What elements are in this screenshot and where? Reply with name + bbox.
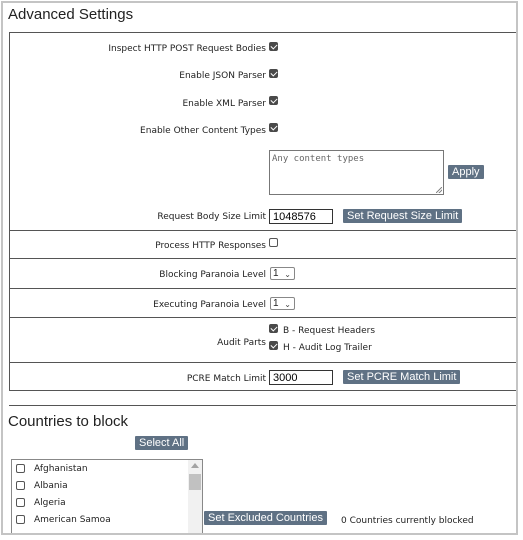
settings-panel (1, 1, 518, 535)
set-request-size-button[interactable]: Set Request Size Limit (343, 209, 462, 223)
xml-parser-label: Enable XML Parser (182, 99, 266, 109)
xml-parser-checkbox[interactable] (269, 96, 278, 105)
audit-option-checkbox[interactable] (269, 324, 278, 333)
json-parser-label: Enable JSON Parser (179, 71, 266, 81)
audit-option-label: H - Audit Log Trailer (283, 343, 372, 353)
pcre-row (10, 363, 518, 391)
set-pcre-limit-button[interactable]: Set PCRE Match Limit (343, 370, 460, 384)
country-label: Albania (34, 481, 68, 491)
country-label: American Samoa (34, 515, 111, 525)
executing-paranoia-value: 1 (273, 298, 279, 309)
pcre-input[interactable]: 3000 (269, 370, 333, 385)
country-checkbox[interactable] (16, 515, 25, 524)
process-responses-label: Process HTTP Responses (155, 241, 266, 251)
blocking-paranoia-value: 1 (273, 268, 279, 279)
inspect-post-checkbox[interactable] (269, 42, 278, 51)
blocking-paranoia-row (10, 259, 518, 289)
scroll-up-arrow-icon[interactable] (191, 463, 199, 468)
blocking-paranoia-select[interactable] (270, 267, 295, 280)
audit-parts-row (10, 318, 518, 363)
audit-option-checkbox[interactable] (269, 341, 278, 350)
select-all-button[interactable]: Select All (135, 436, 188, 450)
country-list[interactable] (11, 459, 203, 535)
scrollbar[interactable] (188, 460, 202, 535)
advanced-settings-title: Advanced Settings (8, 6, 134, 23)
json-parser-checkbox[interactable] (269, 69, 278, 78)
inspect-post-label: Inspect HTTP POST Request Bodies (108, 44, 266, 54)
chevron-down-icon: ⌄ (284, 270, 291, 279)
chevron-down-icon: ⌄ (284, 300, 291, 309)
resize-grip-icon[interactable] (436, 187, 442, 193)
content-types-placeholder: Any content types (272, 154, 365, 164)
countries-title: Countries to block (8, 413, 129, 430)
audit-option-label: B - Request Headers (283, 326, 376, 336)
set-excluded-countries-button[interactable]: Set Excluded Countries (204, 511, 327, 525)
process-responses-row (10, 230, 518, 259)
country-label: Algeria (34, 498, 66, 508)
country-checkbox[interactable] (16, 464, 25, 473)
blocking-paranoia-label: Blocking Paranoia Level (159, 270, 266, 280)
other-content-label: Enable Other Content Types (140, 126, 266, 136)
executing-paranoia-select[interactable] (270, 297, 295, 310)
apply-button[interactable]: Apply (448, 165, 484, 179)
audit-parts-label: Audit Parts (217, 338, 266, 348)
content-options-group (10, 33, 518, 230)
other-content-checkbox[interactable] (269, 123, 278, 132)
body-size-label: Request Body Size Limit (157, 212, 266, 222)
country-label: Afghanistan (34, 464, 88, 474)
blocked-count-status: 0 Countries currently blocked (341, 516, 474, 526)
content-types-textarea[interactable] (269, 150, 444, 195)
country-checkbox[interactable] (16, 498, 25, 507)
executing-paranoia-row (10, 289, 518, 318)
process-responses-checkbox[interactable] (269, 238, 278, 247)
scroll-thumb[interactable] (189, 474, 201, 490)
pcre-label: PCRE Match Limit (186, 374, 266, 384)
country-checkbox[interactable] (16, 481, 25, 490)
body-size-input[interactable]: 1048576 (269, 209, 333, 224)
advanced-settings-box (9, 32, 518, 391)
section-divider (9, 405, 518, 406)
executing-paranoia-label: Executing Paranoia Level (153, 300, 266, 310)
